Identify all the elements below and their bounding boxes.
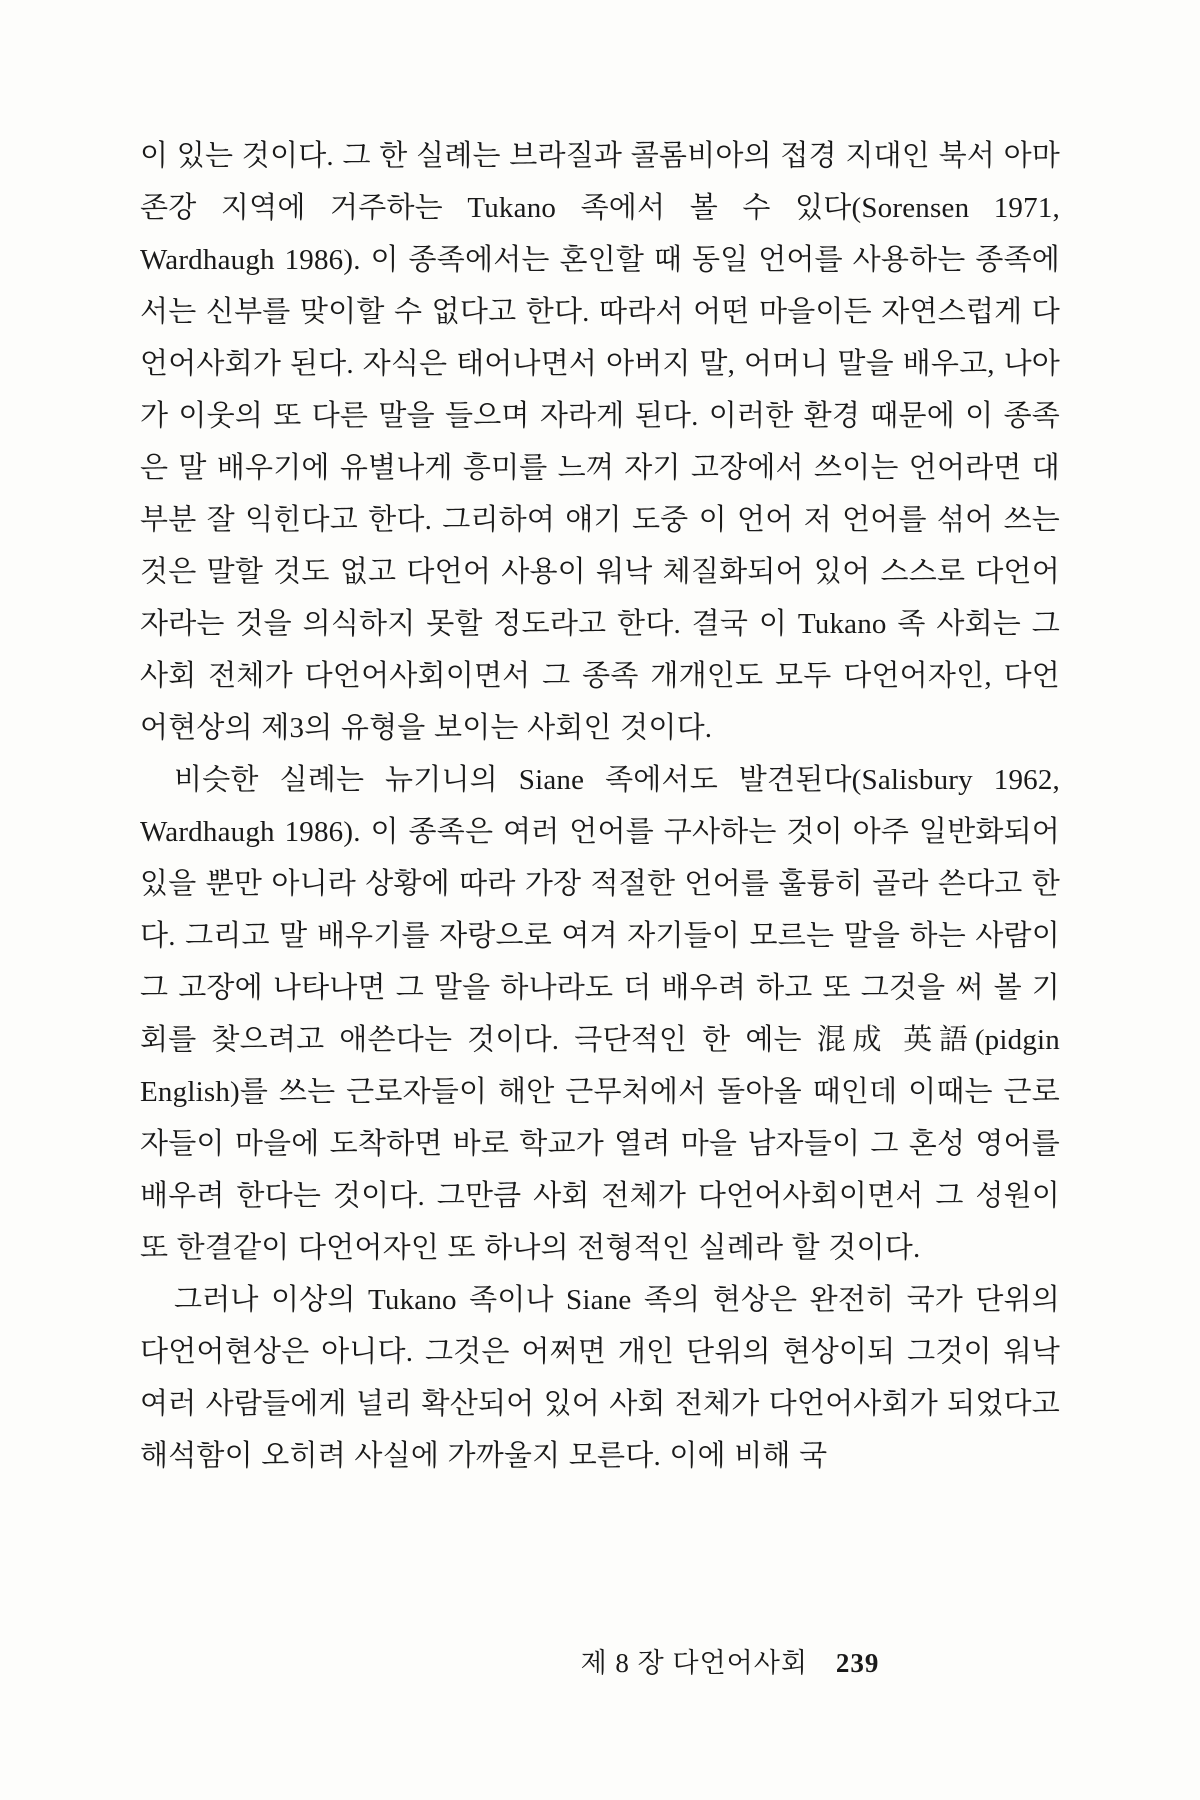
body-text-column	[140, 130, 1060, 1482]
paragraph-2: 비슷한 실례는 뉴기니의 Siane 족에서도 발견된다(Salisbury 1962, Wardhaugh 1986). 이 종족은 여러 언어를 구사하는 것이 아주 일반화되어 있을 뿐만 아니라 상황에 따라 가장 적절한 언어를 훌륭히 골라 쓴다고 한다. 그리고 말 배우기를 자랑으로 여겨 자기들이 모르는 말을 하는 사람이 그 고장에 나타나면 그 말을 하나라도 더 배우려 하고 또 그것을 써 볼 기회를 찾으려고 애쓴다는 것이다. 극단적인 한 예는 混成 英語(pidgin English)를 쓰는 근로자들이 해안 근무처에서 돌아올 때인데 이때는 근로자들이 마을에 도착하면 바로 학교가 열려 마을 남자들이 그 혼성 영어를 배우려 한다는 것이다. 그만큼 사회 전체가 다언어사회이면서 그 성원이 또 한결같이 다언어자인 또 하나의 전형적인 실례라 할 것이다.	[140, 764, 1060, 1264]
page-number: 239	[835, 1648, 880, 1678]
footer-chapter-label: 제 8 장 다언어사회	[580, 1648, 808, 1678]
footer-inner	[581, 1641, 880, 1680]
page-footer	[0, 1641, 1200, 1680]
paragraph-3: 그러나 이상의 Tukano 족이나 Siane 족의 현상은 완전히 국가 단위의 다언어현상은 아니다. 그것은 어쩌면 개인 단위의 현상이되 그것이 워낙 여러 사람들에게 널리 확산되어 있어 사회 전체가 다언어사회가 되었다고 해석함이 오히려 사실에 가까울지 모른다. 이에 비해 국	[140, 1284, 1060, 1472]
paragraph-1: 이 있는 것이다. 그 한 실례는 브라질과 콜롬비아의 접경 지대인 북서 아마존강 지역에 거주하는 Tukano 족에서 볼 수 있다(Sorensen 1971, Wardhaugh 1986). 이 종족에서는 혼인할 때 동일 언어를 사용하는 종족에서는 신부를 맞이할 수 없다고 한다. 따라서 어떤 마을이든 자연스럽게 다언어사회가 된다. 자식은 태어나면서 아버지 말, 어머니 말을 배우고, 나아가 이웃의 또 다른 말을 들으며 자라게 된다. 이러한 환경 때문에 이 종족은 말 배우기에 유별나게 흥미를 느껴 자기 고장에서 쓰이는 언어라면 대부분 잘 익힌다고 한다. 그리하여 얘기 도중 이 언어 저 언어를 섞어 쓰는 것은 말할 것도 없고 다언어 사용이 워낙 체질화되어 있어 스스로 다언어자라는 것을 의식하지 못할 정도라고 한다. 결국 이 Tukano 족 사회는 그 사회 전체가 다언어사회이면서 그 종족 개개인도 모두 다언어자인, 다언어현상의 제3의 유형을 보이는 사회인 것이다.	[140, 140, 1060, 744]
